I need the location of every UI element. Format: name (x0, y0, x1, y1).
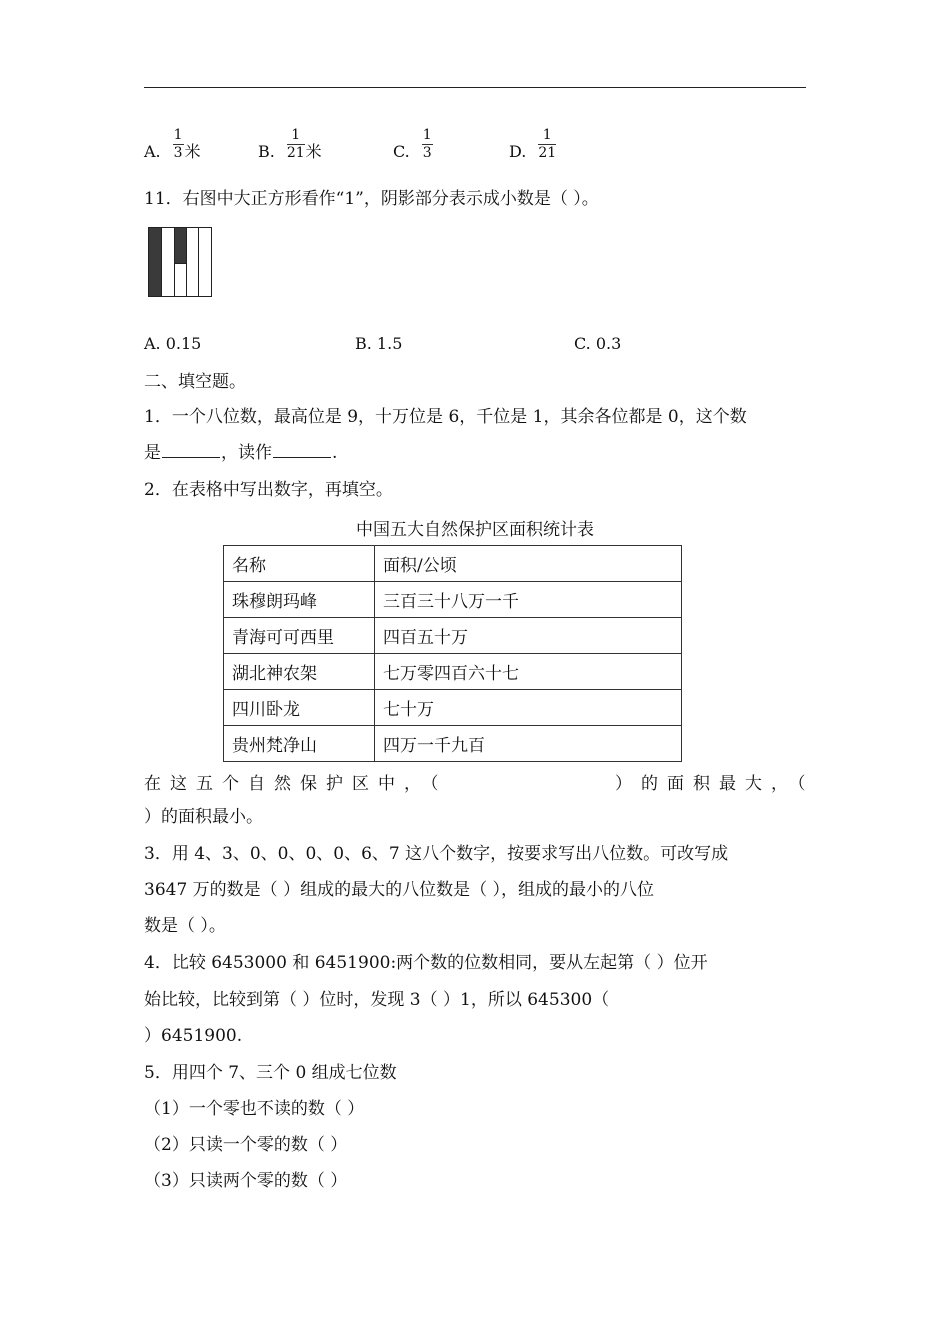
fill2-after2: ）的面积最小。 (144, 807, 263, 827)
text: 是 (144, 443, 161, 463)
numerator: 1 (291, 127, 301, 143)
table-row (224, 582, 682, 618)
table-row (224, 726, 682, 762)
fraction (538, 128, 556, 161)
fill3-line3: 数是（ ）。 (144, 916, 226, 936)
q10-option-c[interactable] (393, 128, 434, 161)
option-label: A. (144, 142, 161, 161)
fill4-line3: ）6451900. (144, 1026, 243, 1046)
q11-option-a[interactable]: A. 0.15 (144, 334, 202, 353)
cell-name: 四川卧龙 (224, 690, 375, 726)
q10-option-b[interactable] (258, 128, 322, 161)
fill2-after1b: ）的面积最大，（ (615, 774, 815, 794)
answer-blank[interactable] (162, 441, 220, 458)
denominator: 21 (286, 145, 305, 161)
fill5-title: 5．用四个 7、三个 0 组成七位数 (144, 1063, 397, 1083)
option-label: C. (393, 142, 410, 161)
fill5-item-3: （3）只读两个零的数（ ） (144, 1171, 348, 1191)
denominator: 21 (538, 145, 557, 161)
q11-question: 11．右图中大正方形看作“1”，阴影部分表示成小数是（ ）。 (144, 189, 599, 209)
header-name: 名称 (224, 546, 375, 582)
header-rule (144, 87, 806, 88)
cell-area[interactable]: 四万一千九百 (375, 726, 682, 762)
cell-area[interactable]: 七万零四百六十七 (375, 654, 682, 690)
cell-area[interactable]: 四百五十万 (375, 618, 682, 654)
section-title: 二、填空题。 (144, 372, 246, 392)
q11-option-b[interactable]: B. 1.5 (355, 334, 403, 353)
fill3-line2: 3647 万的数是（ ）组成的最大的八位数是（ ），组成的最小的八位 (144, 880, 654, 900)
text: . (332, 443, 338, 463)
fraction (422, 128, 433, 161)
numerator: 1 (422, 127, 432, 143)
q11-square-figure (148, 227, 212, 297)
fill2-text: 2．在表格中写出数字，再填空。 (144, 480, 393, 500)
denominator: 3 (422, 145, 432, 161)
table-row (224, 618, 682, 654)
fill3-line1: 3．用 4、3、0、0、0、0、6、7 这八个数字，按要求写出八位数。可改写成 (144, 844, 729, 864)
text: ，读作 (221, 443, 272, 463)
q10-option-d[interactable] (509, 128, 557, 161)
cell-name: 湖北神农架 (224, 654, 375, 690)
q10-option-a[interactable] (144, 128, 201, 161)
option-label: B. (258, 142, 275, 161)
fill1-line2 (144, 441, 337, 465)
cell-area[interactable]: 三百三十八万一千 (375, 582, 682, 618)
fill1-line1: 1．一个八位数，最高位是 9，十万位是 6，千位是 1，其余各位都是 0，这个数 (144, 407, 747, 427)
fill4-line1: 4．比较 6453000 和 6451900:两个数的位数相同，要从左起第（ ）位开 (144, 953, 708, 973)
header-area: 面积/公顷 (375, 546, 682, 582)
cell-name: 珠穆朗玛峰 (224, 582, 375, 618)
table-title: 中国五大自然保护区面积统计表 (356, 520, 594, 540)
numerator: 1 (173, 127, 183, 143)
answer-blank[interactable] (273, 441, 331, 458)
cell-name: 青海可可西里 (224, 618, 375, 654)
unit: 米 (305, 142, 322, 161)
table-header-row (224, 546, 682, 582)
fraction (287, 128, 305, 161)
numerator: 1 (542, 127, 552, 143)
cell-area[interactable]: 七十万 (375, 690, 682, 726)
q11-option-c[interactable]: C. 0.3 (574, 334, 622, 353)
fill5-item-1: （1）一个零也不读的数（ ） (144, 1099, 365, 1119)
denominator: 3 (173, 145, 183, 161)
table-row (224, 654, 682, 690)
fill5-item-2: （2）只读一个零的数（ ） (144, 1135, 348, 1155)
unit: 米 (184, 142, 201, 161)
reserve-area-table (223, 545, 682, 762)
table-row (224, 690, 682, 726)
fill4-line2: 始比较，比较到第（ ）位时，发现 3（ ）1，所以 645300（ (144, 990, 610, 1010)
cell-name: 贵州梵净山 (224, 726, 375, 762)
fraction (173, 128, 184, 161)
option-label: D. (509, 142, 527, 161)
fill2-after1a: 在这五个自然保护区中，（ (144, 774, 448, 794)
